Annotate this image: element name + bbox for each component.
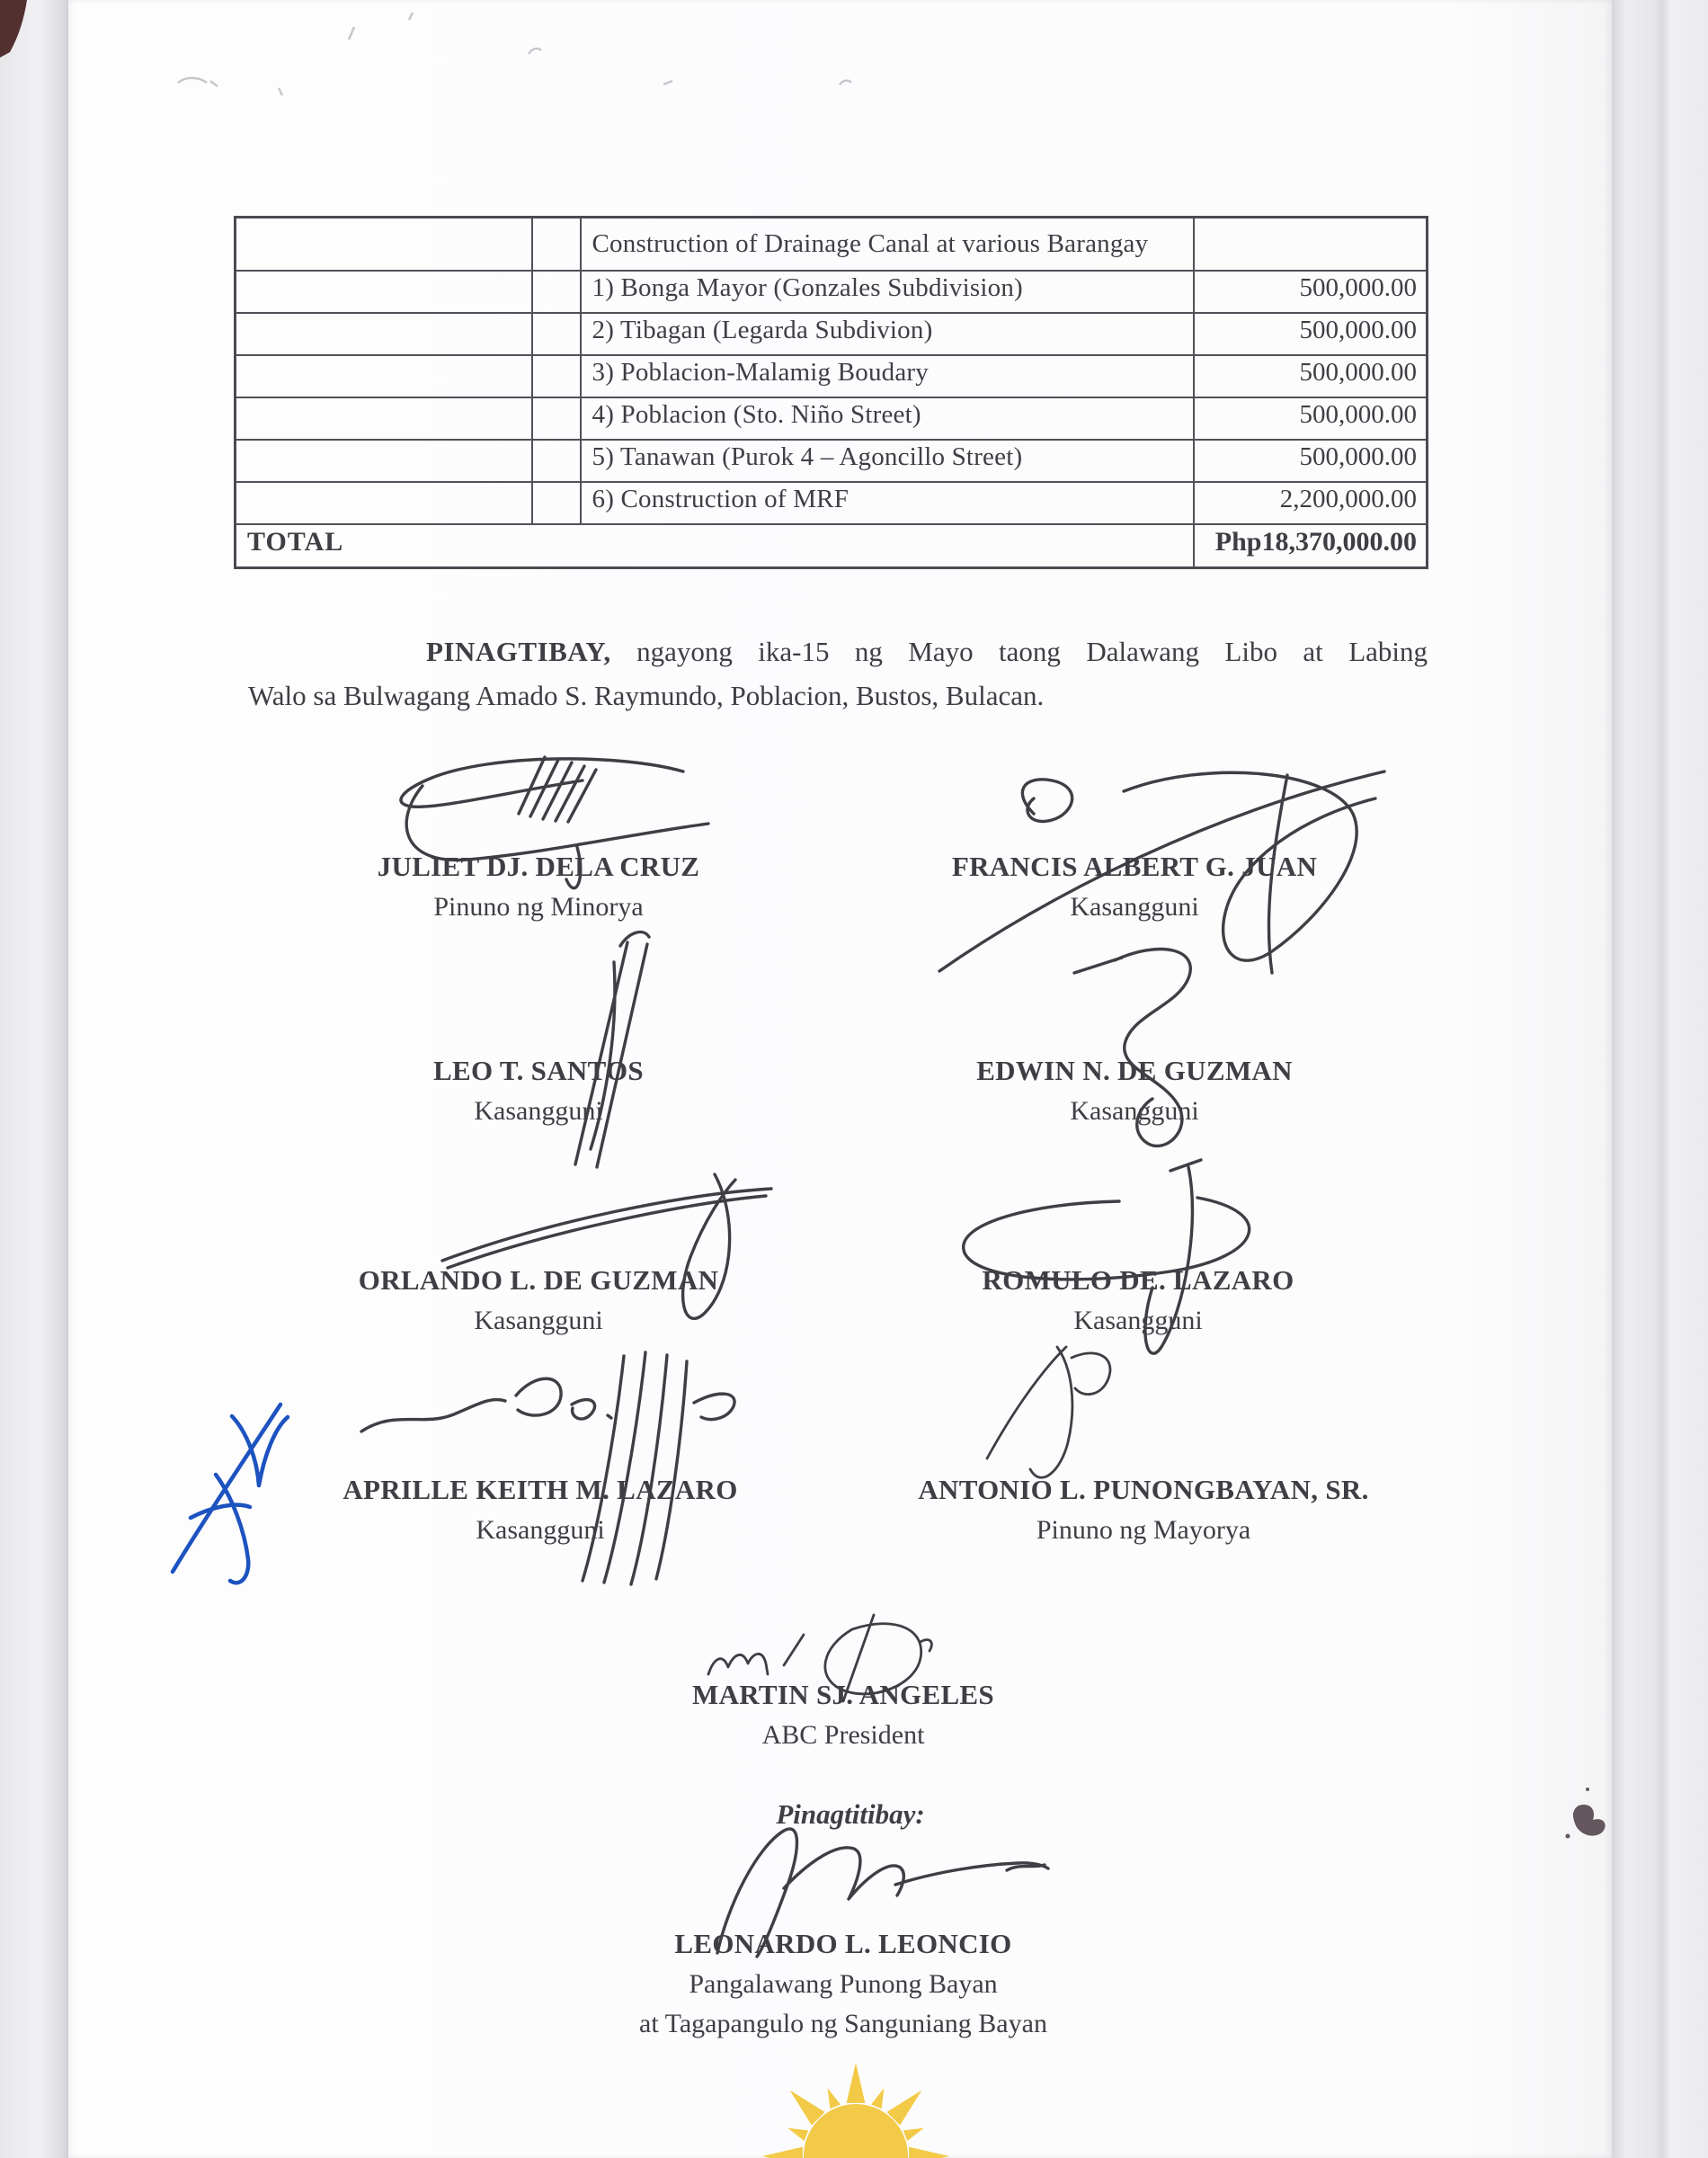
signatory-name: ORLANDO L. DE GUZMAN <box>358 1264 719 1296</box>
signatory-title: Kasangguni <box>1073 1306 1203 1335</box>
signatory-block <box>269 846 808 927</box>
table-row <box>236 397 1428 440</box>
signatory-title: Kasangguni <box>1070 1096 1199 1126</box>
signatory-name: ANTONIO L. PUNONGBAYAN, SR. <box>918 1474 1369 1505</box>
amount-cell: 500,000.00 <box>1194 397 1428 440</box>
empty-cell <box>532 482 581 524</box>
empty-cell <box>532 440 581 482</box>
signatory-block <box>874 1469 1413 1550</box>
empty-cell <box>532 218 581 272</box>
signatory-block <box>574 1674 1113 1755</box>
project-cell: 1) Bonga Mayor (Gonzales Subdivision) <box>581 271 1194 313</box>
signatory-block <box>865 1050 1404 1131</box>
signatory-title: Kasangguni <box>474 1306 603 1335</box>
signatory-name: APRILLE KEITH M. LAZARO <box>342 1474 738 1505</box>
signatory-name: FRANCIS ALBERT G. JUAN <box>951 851 1318 882</box>
amount-cell: 500,000.00 <box>1194 355 1428 397</box>
empty-cell <box>532 313 581 355</box>
signatory-title: ABC President <box>761 1720 925 1750</box>
budget-table <box>234 216 1428 569</box>
attestation-block <box>574 1923 1113 2044</box>
adoption-line-2: Walo sa Bulwagang Amado S. Raymundo, Poblacion, Bustos, Bulacan. <box>248 680 1045 711</box>
empty-cell <box>236 218 532 272</box>
signatory-name: LEO T. SANTOS <box>433 1055 644 1086</box>
empty-cell <box>236 271 532 313</box>
signatory-block <box>269 1260 808 1341</box>
total-amount-cell: Php18,370,000.00 <box>1194 524 1428 568</box>
project-cell: 5) Tanawan (Purok 4 – Agoncillo Street) <box>581 440 1194 482</box>
empty-cell <box>236 313 532 355</box>
amount-cell: 500,000.00 <box>1194 271 1428 313</box>
total-label-cell: TOTAL <box>236 524 1194 568</box>
project-cell: 2) Tibagan (Legarda Subdivion) <box>581 313 1194 355</box>
adoption-line-1-rest: ngayong ika-15 ng Mayo taong Dalawang Libo at Labing <box>610 636 1428 667</box>
signatory-title: Kasangguni <box>474 1096 603 1126</box>
amount-cell: 2,200,000.00 <box>1194 482 1428 524</box>
empty-cell <box>236 440 532 482</box>
empty-cell <box>236 397 532 440</box>
signatory-block <box>269 1050 808 1131</box>
signatory-block <box>868 1260 1408 1341</box>
signatory-title: Kasangguni <box>476 1515 605 1545</box>
table-row <box>236 313 1428 355</box>
project-cell: 4) Poblacion (Sto. Niño Street) <box>581 397 1194 440</box>
amount-cell: 500,000.00 <box>1194 313 1428 355</box>
table-row <box>236 482 1428 524</box>
signatory-block <box>865 846 1404 927</box>
pinagtibay-lead: PINAGTIBAY, <box>426 636 611 667</box>
table-row <box>236 218 1428 272</box>
table-row <box>236 355 1428 397</box>
project-header-cell: Construction of Drainage Canal at various Barangay <box>581 218 1194 272</box>
attestation-title-2: at Tagapangulo ng Sanguniang Bayan <box>639 2009 1047 2038</box>
signatory-block <box>271 1469 810 1550</box>
adoption-paragraph <box>248 629 1428 718</box>
table-row <box>236 440 1428 482</box>
empty-cell <box>532 271 581 313</box>
scanner-edge-right <box>1612 0 1708 2158</box>
empty-cell <box>236 482 532 524</box>
attestation-name: LEONARDO L. LEONCIO <box>674 1928 1012 1959</box>
project-cell: 3) Poblacion-Malamig Boudary <box>581 355 1194 397</box>
adoption-line-1 <box>248 629 1428 673</box>
attestation-label: Pinagtitibay: <box>776 1798 925 1830</box>
empty-cell <box>532 397 581 440</box>
empty-cell <box>236 355 532 397</box>
project-cell: 6) Construction of MRF <box>581 482 1194 524</box>
amount-cell: 500,000.00 <box>1194 440 1428 482</box>
signatory-title: Kasangguni <box>1070 892 1199 922</box>
scanner-edge-left <box>0 0 68 2158</box>
signatory-title: Pinuno ng Minorya <box>433 892 644 922</box>
amount-cell <box>1194 218 1428 272</box>
signatory-title: Pinuno ng Mayorya <box>1036 1515 1251 1545</box>
signatory-name: MARTIN SJ. ANGELES <box>692 1679 994 1710</box>
signatory-name: ROMULO DE. LAZARO <box>982 1264 1294 1296</box>
signatory-name: EDWIN N. DE GUZMAN <box>976 1055 1293 1086</box>
attestation-title-1: Pangalawang Punong Bayan <box>689 1969 998 1999</box>
signatory-name: JULIET DJ. DELA CRUZ <box>377 851 700 882</box>
empty-cell <box>532 355 581 397</box>
table-row <box>236 271 1428 313</box>
table-total-row <box>236 524 1428 568</box>
